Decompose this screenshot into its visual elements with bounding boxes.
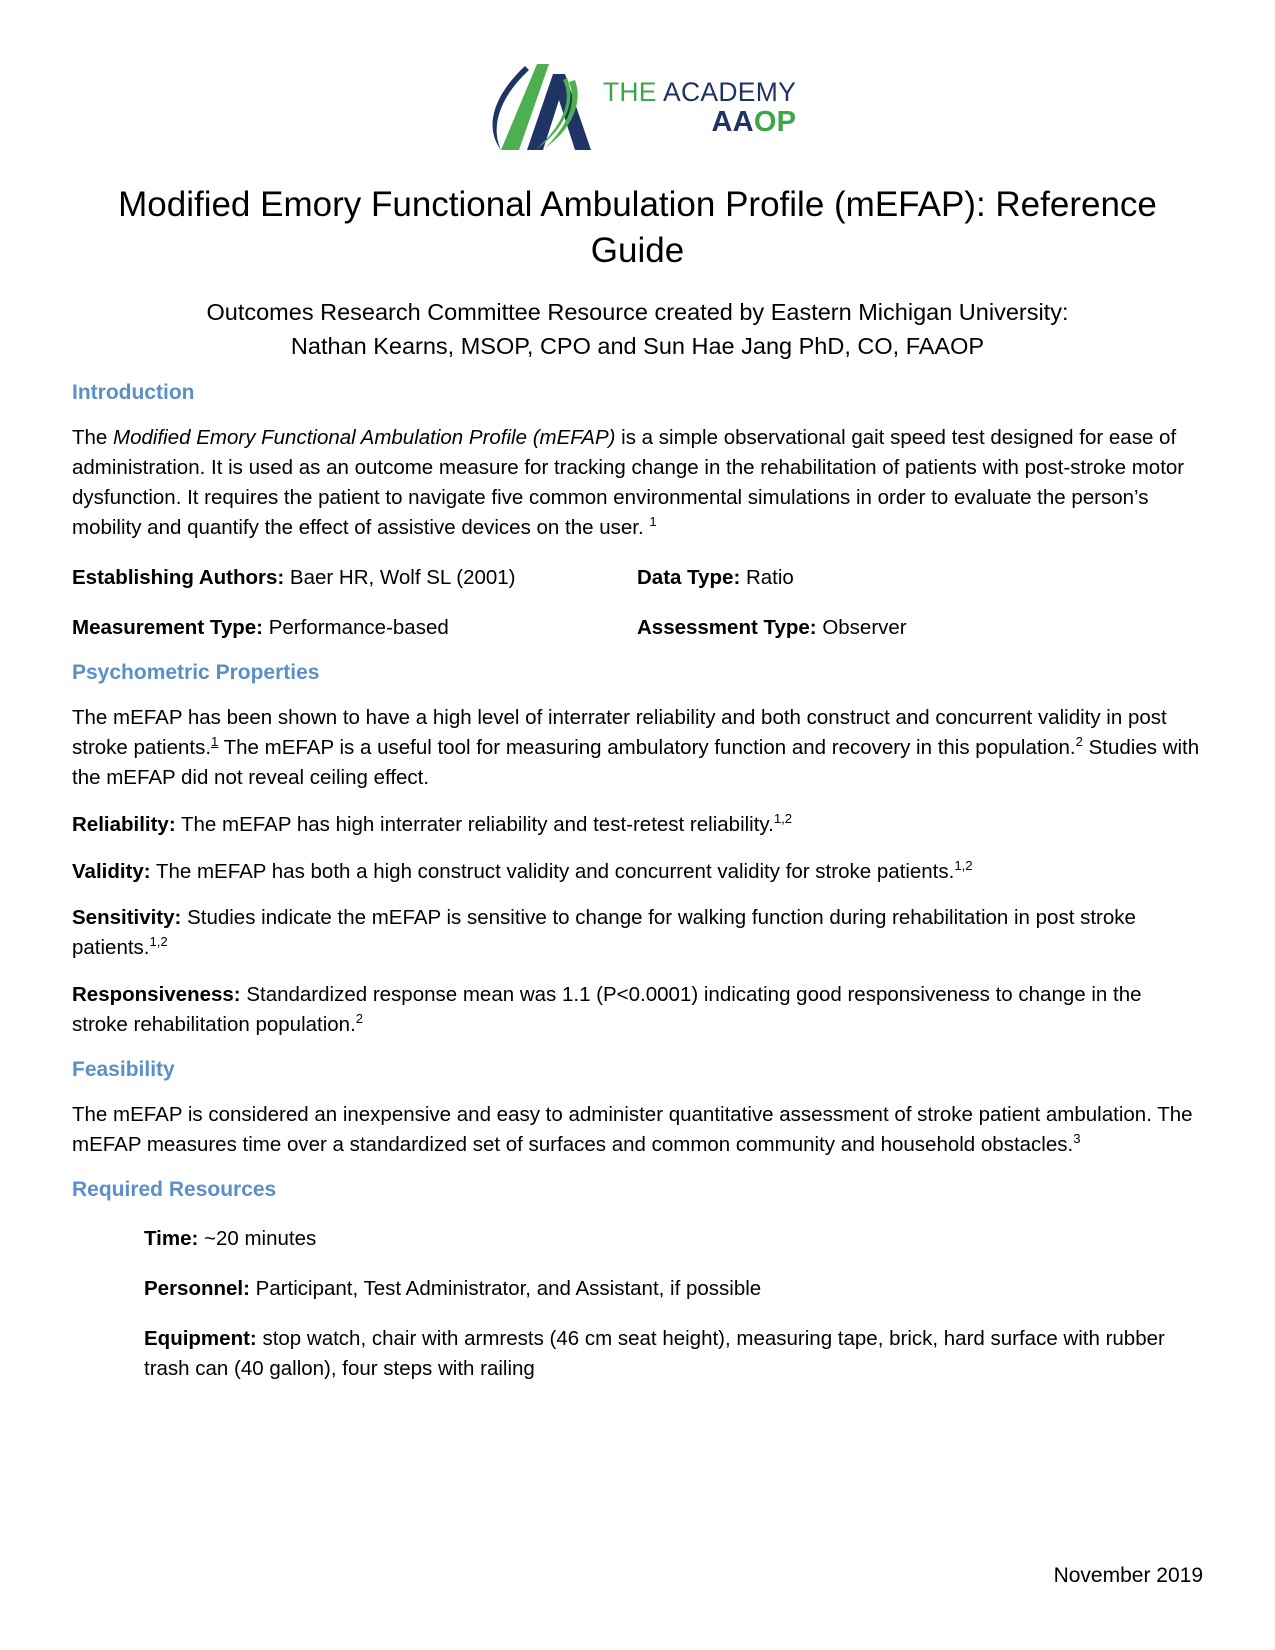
responsiveness-text: Standardized response mean was 1.1 (P<0.0001) indicating good responsiveness to change in the stroke rehabilitation population. (72, 983, 1142, 1037)
introduction-paragraph (72, 423, 1203, 543)
measurement-type-label: Measurement Type: (72, 615, 264, 639)
heading-feasibility: Feasibility (72, 1058, 175, 1082)
responsiveness-paragraph (72, 980, 1203, 1040)
heading-required-resources: Required Resources (72, 1178, 277, 1202)
meta-establishing-authors (72, 563, 637, 593)
meta-data-type (637, 563, 1203, 593)
reliability-text: The mEFAP has high interrater reliability and test-retest reliability. (175, 812, 774, 836)
psychometric-text-a: The mEFAP has been shown to have a high level of interrater reliability and both construct and concurrent validity in post stroke patients. (72, 705, 1167, 759)
feasibility-text: The mEFAP is considered an inexpensive and easy to administer quantitative assessment of stroke patient ambulation. The mEFAP measures time over a standardized set of surfaces and common community and household obstacles. (72, 1103, 1193, 1157)
validity-paragraph (72, 857, 1203, 887)
resource-time (144, 1224, 1203, 1254)
logo-word-aa: AA (711, 105, 754, 138)
subtitle-line-1: Outcomes Research Committee Resource created by Eastern Michigan University: (206, 299, 1069, 326)
academy-aaop-logo (479, 60, 796, 156)
validity-citation: 1,2 (954, 857, 973, 873)
subtitle-line-2: Nathan Kearns, MSOP, CPO and Sun Hae Jang PhD, CO, FAAOP (290, 332, 985, 359)
sensitivity-citation: 1,2 (149, 934, 168, 950)
logo-line-the-academy (603, 79, 796, 106)
assessment-type-label: Assessment Type: (637, 615, 817, 639)
intro-measure-name: Modified Emory Functional Ambulation Profile (mEFAP) (113, 426, 616, 450)
time-label: Time: (144, 1226, 199, 1250)
psychometric-intro-paragraph (72, 703, 1203, 793)
reliability-paragraph (72, 810, 1203, 840)
psychometric-citation-2: 2 (1075, 733, 1083, 749)
page-title: Modified Emory Functional Ambulation Profile (mEFAP): Reference Guide (118, 185, 1157, 271)
logo-wordmark (603, 79, 796, 137)
feasibility-citation: 3 (1073, 1131, 1081, 1147)
logo-word-academy: ACADEMY (662, 77, 797, 108)
heading-psychometric-properties: Psychometric Properties (72, 660, 320, 684)
time-value: ~20 minutes (198, 1226, 317, 1250)
assessment-type-value: Observer (816, 615, 907, 639)
psychometric-text-b: The mEFAP is a useful tool for measuring ambulatory function and recovery in this population. (218, 735, 1076, 759)
meta-row-measurement-assessment (72, 613, 1203, 643)
equipment-value: stop watch, chair with armrests (46 cm seat height), measuring tape, brick, hard surface with rubber trash can (40 gallon), four steps with railing (144, 1327, 1165, 1381)
measurement-type-value: Performance-based (263, 615, 449, 639)
logo-band (72, 0, 1203, 164)
establishing-authors-value: Baer HR, Wolf SL (2001) (284, 566, 516, 590)
logo-line-aaop (603, 105, 797, 138)
psychometric-citation-1: 1 (211, 733, 219, 749)
sensitivity-text: Studies indicate the mEFAP is sensitive to change for walking function during rehabilitation in post stroke patients. (72, 906, 1136, 960)
sensitivity-label: Sensitivity: (72, 906, 182, 930)
reliability-label: Reliability: (72, 812, 176, 836)
logo-word-op: OP (753, 105, 797, 138)
responsiveness-citation: 2 (355, 1011, 364, 1027)
data-type-label: Data Type: (637, 566, 741, 590)
resource-personnel (144, 1274, 1203, 1304)
equipment-label: Equipment: (144, 1327, 257, 1351)
validity-text: The mEFAP has both a high construct validity and concurrent validity for stroke patients. (150, 859, 955, 883)
intro-text-a: The (72, 426, 114, 450)
personnel-value: Participant, Test Administrator, and Assistant, if possible (249, 1276, 762, 1300)
academy-logo-mark (479, 60, 597, 156)
personnel-label: Personnel: (144, 1276, 250, 1300)
page-subtitle (72, 296, 1203, 363)
meta-measurement-type (72, 613, 637, 643)
logo-word-the: THE (602, 77, 663, 108)
intro-citation-superscript: 1 (649, 514, 657, 530)
sensitivity-paragraph (72, 903, 1203, 963)
footer-date: November 2019 (1053, 1564, 1203, 1587)
heading-introduction: Introduction (72, 381, 195, 405)
responsiveness-label: Responsiveness: (72, 983, 241, 1007)
meta-row-authors-datatype (72, 563, 1203, 593)
resource-equipment (144, 1324, 1203, 1384)
psychometric-text-c: Studies with the mEFAP did not reveal ceiling effect. (72, 735, 1200, 789)
data-type-value: Ratio (740, 566, 794, 590)
validity-label: Validity: (72, 859, 151, 883)
feasibility-paragraph (72, 1100, 1203, 1160)
establishing-authors-label: Establishing Authors: (72, 566, 285, 590)
meta-assessment-type (637, 613, 1203, 643)
intro-text-b: is a simple observational gait speed test designed for ease of administration. It is used as an outcome measure for tracking change in the rehabilitation of patients with post-stroke motor dysfunction. It requires the patient to navigate five common environmental simulations in order to evaluate the person’s mobility and quantify the effect of assistive devices on the user. (72, 426, 1185, 540)
reliability-citation: 1,2 (773, 810, 793, 826)
